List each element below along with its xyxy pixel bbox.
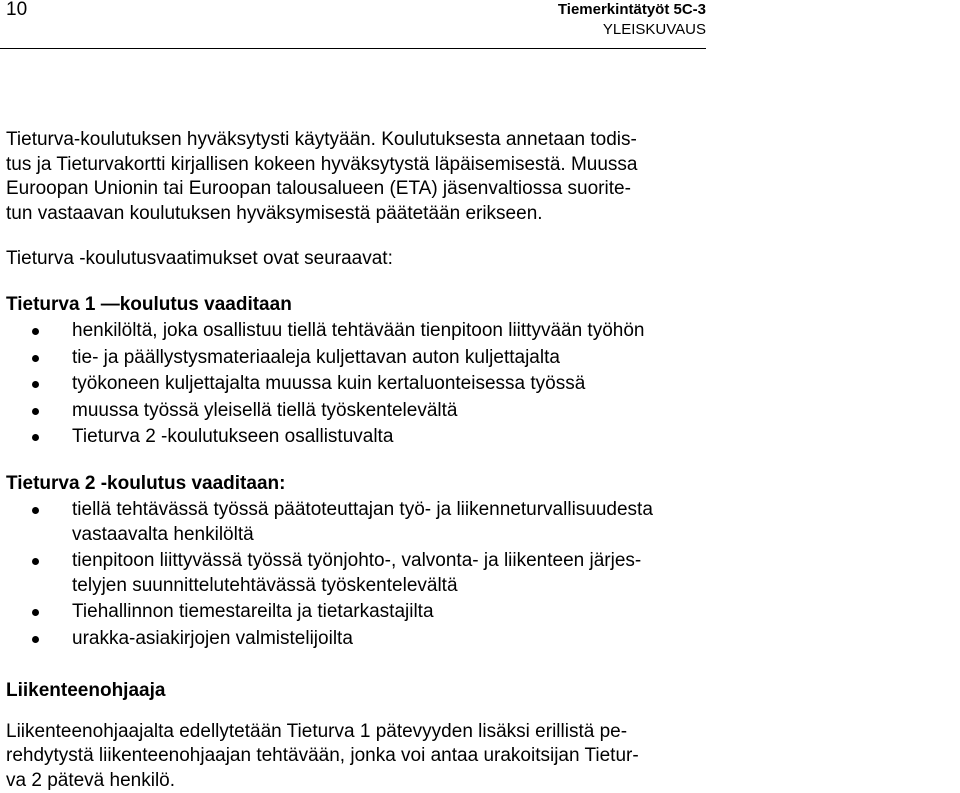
list-item	[6, 346, 706, 371]
list-item-text: tiellä tehtävässä työssä päätoteuttajan työ- ja liikenneturvallisuudesta	[72, 499, 653, 520]
page-number: 10	[6, 0, 27, 21]
list-item	[6, 498, 706, 547]
liikenteenohjaaja-heading: Liikenteenohjaaja	[6, 679, 706, 704]
closing-line: rehdytystä liikenteenohjaajan tehtävään, jonka voi antaa urakoitsijan Tietur-	[6, 745, 639, 766]
bullet-icon	[32, 381, 39, 388]
closing-line: va 2 pätevä henkilö.	[6, 770, 175, 791]
tieturva2-list	[6, 498, 706, 651]
bullet-icon	[32, 355, 39, 362]
tieturva1-list	[6, 319, 706, 450]
tieturva1-heading-part: koulutus vaaditaan	[120, 294, 292, 315]
intro-line: tun vastaavan koulutuksen hyväksymisestä päätetään erikseen.	[6, 203, 543, 224]
list-item	[6, 372, 706, 397]
page-header	[558, 0, 706, 40]
closing-line: Liikenteenohjaajalta edellytetään Tieturva 1 pätevyyden lisäksi erillistä pe-	[6, 721, 627, 742]
document-body	[6, 128, 706, 793]
document-title: Tiemerkintätyöt 5C-3	[558, 0, 706, 20]
tieturva1-heading: Tieturva 1 —koulutus vaaditaan	[6, 293, 706, 318]
list-item	[6, 399, 706, 424]
list-item-text: tienpitoon liittyvässä työssä työnjohto-, valvonta- ja liikenteen järjes-	[72, 550, 641, 571]
intro-line: Tieturva-koulutuksen hyväksytysti käytyään. Koulutuksesta annetaan todis-	[6, 129, 637, 150]
list-item	[6, 627, 706, 652]
list-item-text: työkoneen kuljettajalta muussa kuin kertaluonteisessa työssä	[72, 373, 585, 394]
list-item-text: tie- ja päällystysmateriaaleja kuljettavan auton kuljettajalta	[72, 347, 560, 368]
bullet-icon	[32, 507, 39, 514]
bullet-icon	[32, 609, 39, 616]
tieturva1-heading-part: Tieturva 1	[6, 294, 101, 315]
list-item-text: telyjen suunnittelutehtävässä työskentelevältä	[72, 575, 458, 596]
list-item-text: henkilöltä, joka osallistuu tiellä tehtävään tienpitoon liittyvään työhön	[72, 320, 644, 341]
bullet-icon	[32, 408, 39, 415]
intro-paragraph	[6, 128, 706, 226]
list-item	[6, 319, 706, 344]
liikenteenohjaaja-paragraph	[6, 720, 706, 793]
bullet-icon	[32, 636, 39, 643]
list-item-text: Tieturva 2 -koulutukseen osallistuvalta	[72, 426, 393, 447]
bullet-icon	[32, 328, 39, 335]
header-rule	[0, 48, 706, 49]
list-item	[6, 549, 706, 598]
list-item-text: muussa työssä yleisellä tiellä työskentelevältä	[72, 400, 457, 421]
list-item	[6, 425, 706, 450]
intro-line: Euroopan Unionin tai Euroopan talousalueen (ETA) jäsenvaltiossa suorite-	[6, 178, 631, 199]
requirements-lead: Tieturva -koulutusvaatimukset ovat seuraavat:	[6, 247, 706, 272]
bullet-icon	[32, 558, 39, 565]
intro-line: tus ja Tieturvakortti kirjallisen kokeen hyväksytystä läpäisemisestä. Muussa	[6, 154, 637, 175]
section-name: YLEISKUVAUS	[558, 20, 706, 40]
list-item-text: urakka-asiakirjojen valmistelijoilta	[72, 628, 353, 649]
list-item-text: vastaavalta henkilöltä	[72, 524, 254, 545]
list-item	[6, 600, 706, 625]
tieturva2-heading: Tieturva 2 -koulutus vaaditaan:	[6, 472, 706, 497]
bullet-icon	[32, 434, 39, 441]
list-item-text: Tiehallinnon tiemestareilta ja tietarkastajilta	[72, 601, 434, 622]
